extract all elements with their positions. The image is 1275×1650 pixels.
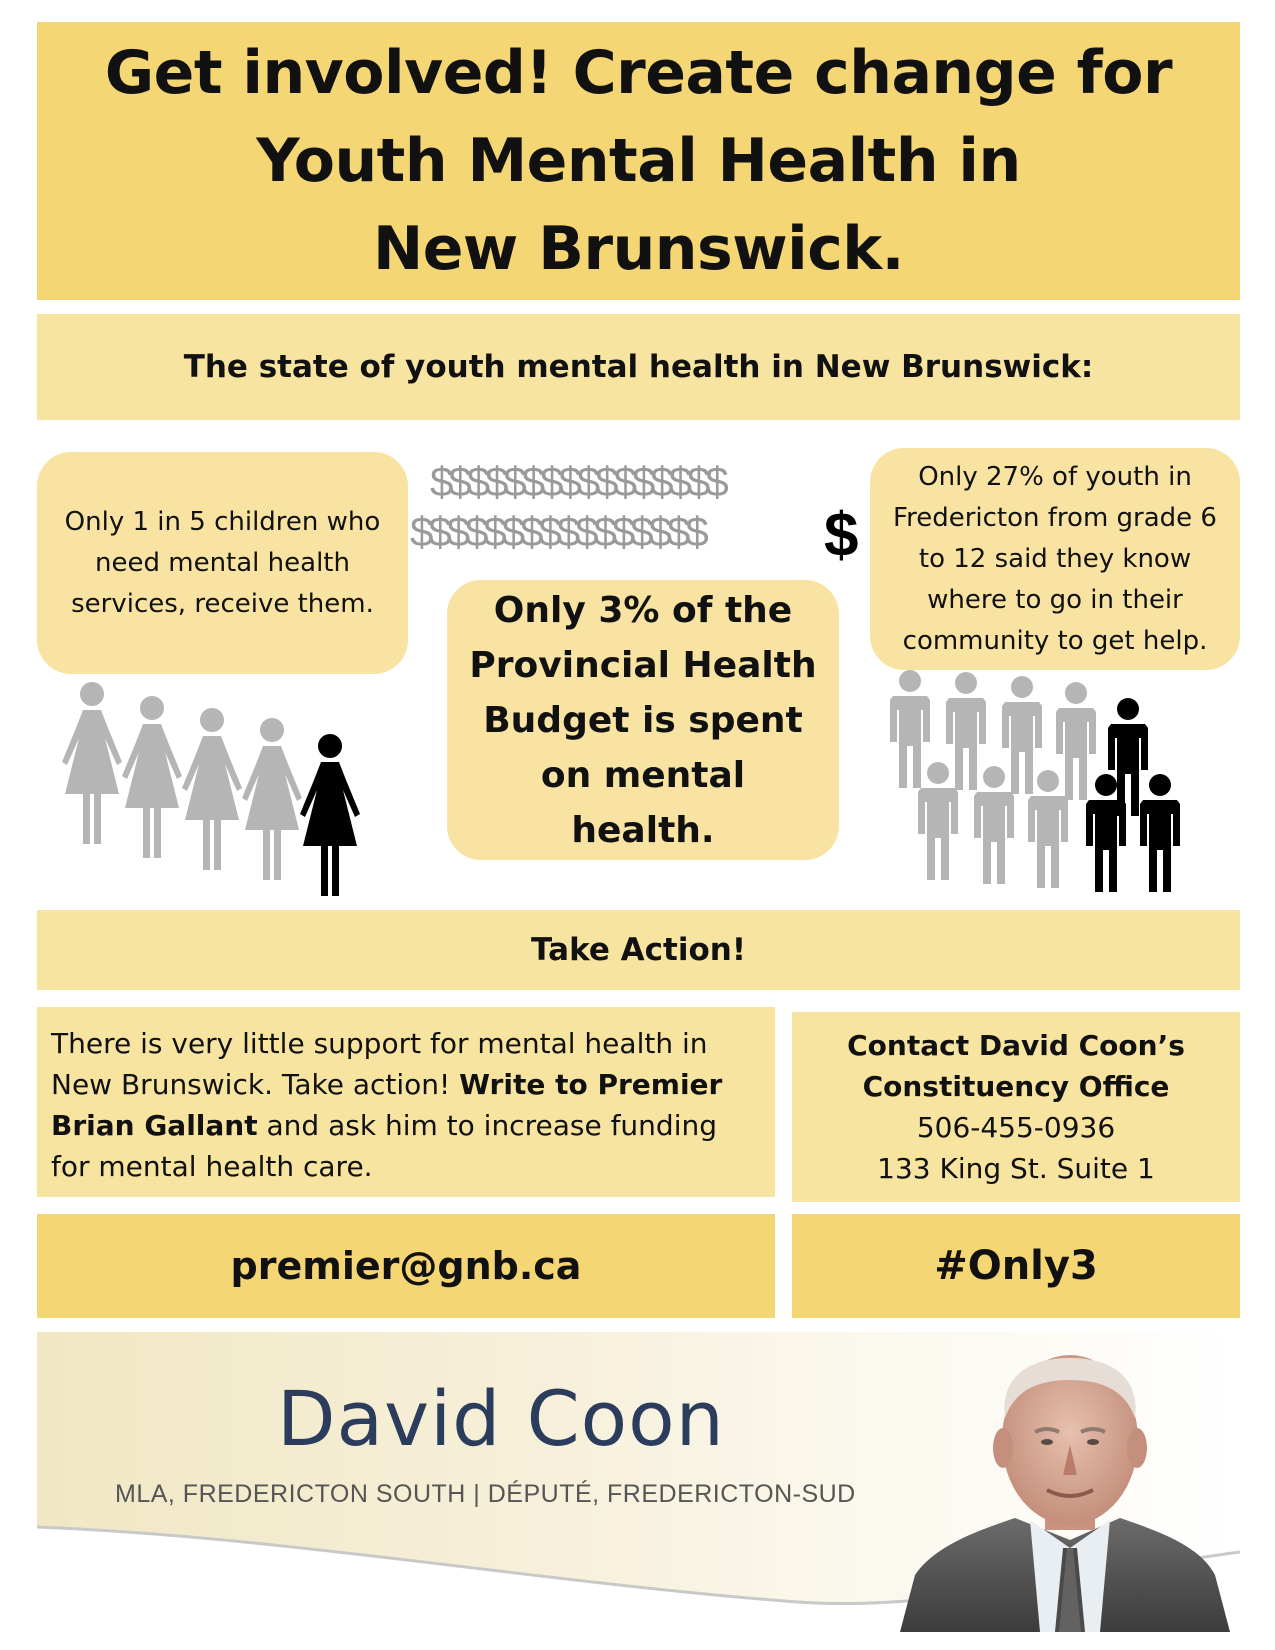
person-black-icon (1140, 774, 1180, 892)
action-text-end: and ask him to increase funding for mental health care. (51, 1109, 717, 1183)
person-grey-icon (890, 670, 930, 788)
person-grey-icon (62, 682, 122, 844)
person-grey-icon (1002, 676, 1042, 794)
person-grey-icon (918, 762, 958, 880)
stat-budget-text: Only 3% of the Provincial Health Budget is spent on mental health. (469, 589, 817, 851)
contact-heading-line-2: Constituency Office (862, 1070, 1170, 1103)
premier-email: premier@gnb.ca (37, 1214, 775, 1318)
footer-banner (37, 1332, 1240, 1632)
youth-figures-illustration (888, 670, 1228, 908)
take-action-heading: Take Action! (37, 910, 1240, 990)
action-text-bold: Write to Premier Brian Gallant (51, 1068, 723, 1142)
person-grey-icon (242, 718, 302, 880)
stat-children-text: Only 1 in 5 children who need mental health services, receive them. (64, 506, 381, 619)
person-black-icon (1108, 698, 1148, 816)
action-paragraph (37, 1007, 775, 1197)
dollar-highlight: $ (824, 501, 859, 570)
contact-box (792, 1012, 1240, 1202)
contact-address: 133 King St. Suite 1 (877, 1152, 1155, 1185)
children-figures-illustration (52, 682, 397, 897)
title-banner (37, 22, 1240, 300)
portrait-photo (895, 1340, 1240, 1632)
stat-youth-bubble (870, 448, 1240, 670)
person-grey-icon (974, 766, 1014, 884)
stat-youth-text: Only 27% of youth in Fredericton from grade 6 to 12 said they know where to go in their community to get help. (893, 461, 1217, 656)
footer-name: David Coon (277, 1374, 725, 1463)
contact-heading-line-1: Contact David Coon’s (847, 1029, 1185, 1062)
person-black-icon (300, 734, 360, 896)
dollar-row-2: $$$$$$$$$$$$$$$$ (410, 508, 704, 555)
person-grey-icon (1056, 682, 1096, 800)
title-line-2: Youth Mental Health in (256, 126, 1021, 196)
title-line-1: Get involved! Create change for (104, 38, 1173, 108)
title-line-3: New Brunswick. (373, 214, 904, 284)
action-text-start: There is very little support for mental health in New Brunswick. Take action! (51, 1027, 708, 1101)
hashtag: #Only3 (792, 1214, 1240, 1318)
person-grey-icon (182, 708, 242, 870)
stat-children-bubble (37, 452, 408, 674)
person-grey-icon (1028, 770, 1068, 888)
person-grey-icon (122, 696, 182, 858)
stat-budget-bubble (447, 580, 839, 860)
person-grey-icon (946, 672, 986, 790)
contact-phone: 506-455-0936 (916, 1111, 1116, 1144)
footer-subtitle: MLA, FREDERICTON SOUTH | DÉPUTÉ, FREDERICTON-SUD (115, 1480, 856, 1508)
dollar-row-1: $$$$$$$$$$$$$$$$ (430, 458, 724, 505)
state-heading: The state of youth mental health in New Brunswick: (37, 314, 1240, 420)
